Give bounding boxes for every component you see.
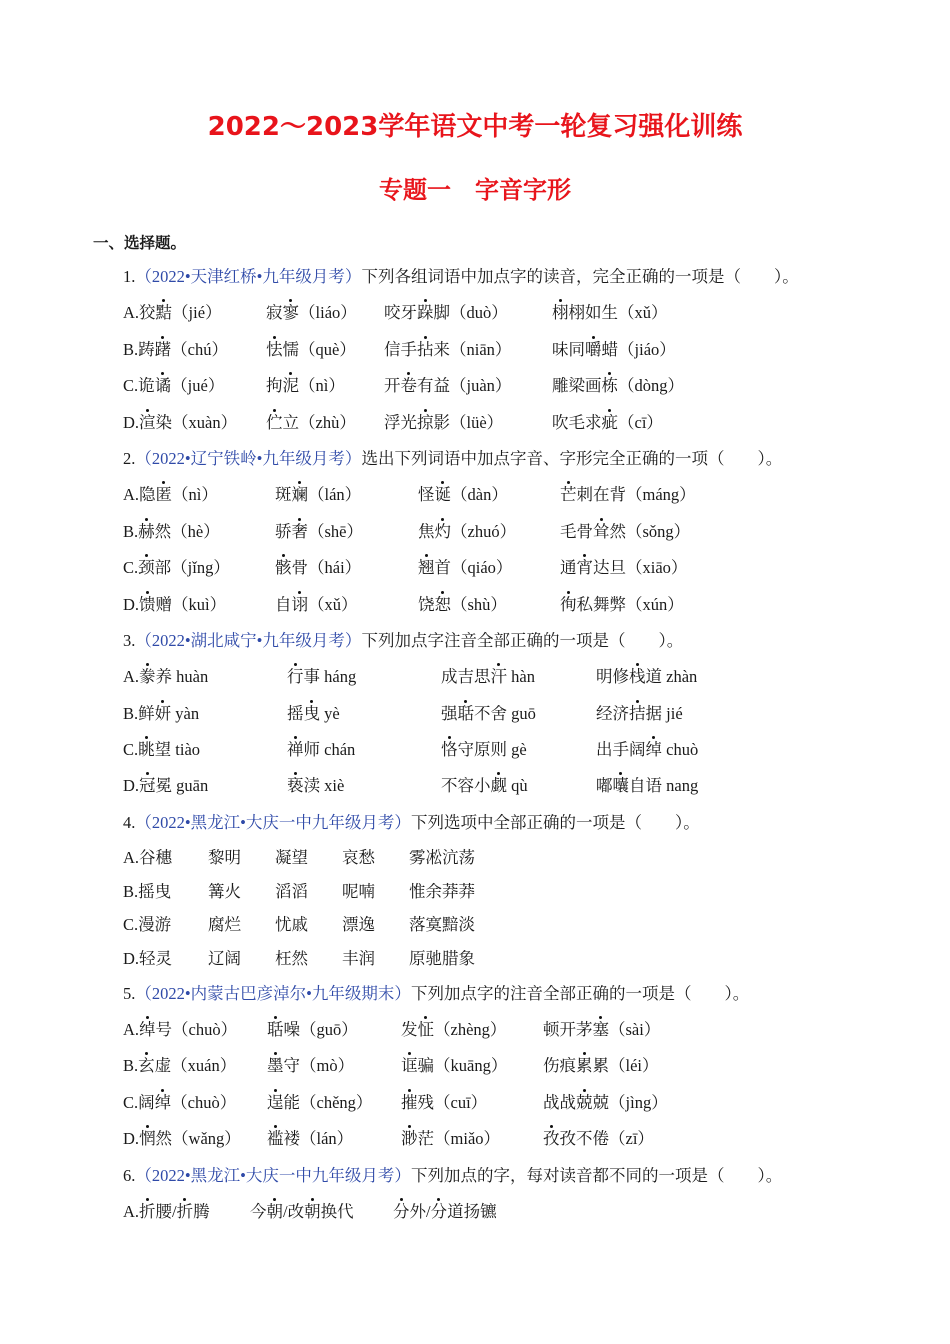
question-stem bbox=[123, 805, 923, 841]
question-stem bbox=[123, 623, 923, 659]
option-item: 今朝/改朝换代 bbox=[250, 1201, 354, 1221]
emphasis-dot-char: 黠 bbox=[155, 303, 173, 323]
option-item: 发怔（zhèng） bbox=[401, 1020, 507, 1040]
emphasis-dot-char: 朝 bbox=[304, 1201, 321, 1221]
option-item: 颈部（jǐng） bbox=[138, 558, 230, 578]
option-c bbox=[123, 550, 923, 586]
option-first bbox=[123, 332, 228, 368]
question-text: 下列加点字的注音全部正确的一项是（ ）。 bbox=[410, 983, 750, 1003]
option-label: A. bbox=[123, 1201, 140, 1221]
option-label: B. bbox=[123, 521, 139, 541]
option-item: 枉然 bbox=[275, 949, 308, 969]
emphasis-dot-char: 怯 bbox=[266, 339, 283, 359]
emphasis-dot-char: 灼 bbox=[434, 521, 451, 541]
option-item: 腐烂 bbox=[208, 915, 241, 935]
option-a bbox=[123, 1012, 923, 1048]
emphasis-dot-char: 聒 bbox=[457, 703, 474, 723]
question-6 bbox=[123, 1158, 923, 1231]
option-label: C. bbox=[123, 915, 139, 935]
option-item: 轻灵 bbox=[139, 949, 173, 969]
emphasis-dot-char: 兢 bbox=[576, 1092, 593, 1112]
option-first bbox=[123, 477, 218, 513]
option-item: 翘首（qiáo） bbox=[418, 558, 513, 578]
option-item: 雕梁画栋（dòng） bbox=[552, 376, 684, 396]
option-first bbox=[123, 587, 226, 623]
emphasis-dot-char: 骸 bbox=[275, 558, 292, 578]
option-first bbox=[123, 1012, 237, 1048]
option-item: 逞能（chěng） bbox=[267, 1092, 373, 1112]
option-item: 辽阔 bbox=[208, 949, 241, 969]
option-item: 惟余莽莽 bbox=[409, 881, 475, 901]
option-item: 味同嚼蜡（jiáo） bbox=[552, 339, 676, 359]
option-item: 诡谲（jué） bbox=[138, 376, 225, 396]
option-item: 渲染（xuàn） bbox=[139, 412, 238, 432]
question-text: 下列各组词语中加点字的读音，完全正确的一项是（ ）。 bbox=[361, 267, 799, 286]
option-b bbox=[123, 332, 923, 368]
option-item: 雾凇沆荡 bbox=[409, 848, 475, 868]
emphasis-dot-char: 朝 bbox=[266, 1201, 283, 1221]
option-label: A. bbox=[123, 1020, 140, 1040]
option-item: 信手拈来（niān） bbox=[384, 339, 512, 359]
option-item: 踌躇（chú） bbox=[138, 339, 228, 359]
emphasis-dot-char: 恕 bbox=[434, 594, 451, 614]
question-5 bbox=[123, 976, 923, 1158]
emphasis-dot-char: 摧 bbox=[401, 1092, 418, 1112]
option-label: B. bbox=[123, 1056, 139, 1076]
emphasis-dot-char: 栩 bbox=[552, 303, 569, 323]
option-label: D. bbox=[123, 412, 140, 432]
option-item: 诓骗（kuāng） bbox=[401, 1056, 508, 1076]
option-first bbox=[123, 732, 200, 768]
option-item: 明修栈道 zhàn bbox=[596, 667, 698, 687]
option-label: D. bbox=[123, 776, 140, 796]
option-item: 通宵达旦（xiāo） bbox=[560, 558, 688, 578]
question-text: 下列选项中全部正确的一项是（ ）。 bbox=[410, 812, 700, 832]
option-item: 玄虚（xuán） bbox=[138, 1056, 237, 1076]
option-item: 惘然（wǎng） bbox=[139, 1129, 241, 1149]
emphasis-dot-char: 曳 bbox=[303, 703, 320, 723]
question-source: （2022•黑龙江•大庆一中九年级月考） bbox=[135, 1165, 411, 1185]
option-item: 芒刺在背（máng） bbox=[560, 485, 696, 505]
emphasis-dot-char: 聒 bbox=[267, 1020, 284, 1040]
option-first bbox=[123, 1121, 241, 1157]
question-text: 选出下列词语中加点字音、字形完全正确的一项（ ）。 bbox=[361, 448, 783, 468]
option-item: 怪诞（dàn） bbox=[418, 485, 508, 505]
option-first bbox=[123, 514, 220, 550]
emphasis-dot-char: 渺 bbox=[401, 1129, 418, 1149]
emphasis-dot-char: 谲 bbox=[154, 376, 172, 396]
question-text: 下列加点的字，每对读音都不同的一项是（ ）。 bbox=[410, 1165, 783, 1185]
option-item: 篝火 bbox=[208, 881, 241, 901]
question-text: 下列加点字注音全部正确的一项是（ ）。 bbox=[361, 630, 684, 650]
option-item: 寂寥（liáo） bbox=[266, 303, 357, 323]
question-source: （2022•黑龙江•大庆一中九年级月考） bbox=[135, 812, 411, 832]
option-a bbox=[123, 841, 923, 875]
option-item: 凝望 bbox=[275, 848, 308, 868]
option-label: A. bbox=[123, 848, 140, 868]
option-item: 渺茫（miǎo） bbox=[401, 1129, 501, 1149]
option-d bbox=[123, 768, 923, 804]
option-item: 怯懦（què） bbox=[266, 339, 356, 359]
option-label: B. bbox=[123, 881, 139, 901]
emphasis-dot-char: 分 bbox=[393, 1201, 410, 1221]
option-item: 原驰腊象 bbox=[409, 949, 475, 969]
option-item: 谷穗 bbox=[139, 848, 173, 868]
emphasis-dot-char: 寥 bbox=[282, 303, 299, 323]
option-item: 焦灼（zhuó） bbox=[418, 521, 517, 541]
emphasis-dot-char: 徇 bbox=[560, 594, 577, 614]
option-item: 顿开茅塞（sài） bbox=[543, 1020, 661, 1040]
emphasis-dot-char: 馈 bbox=[139, 594, 156, 614]
option-first bbox=[123, 875, 171, 909]
option-item: 漂逸 bbox=[342, 915, 375, 935]
option-item: 忧戚 bbox=[275, 915, 308, 935]
question-stem bbox=[123, 441, 923, 477]
emphasis-dot-char: 跺 bbox=[417, 303, 434, 323]
emphasis-dot-char: 芒 bbox=[560, 485, 577, 505]
option-item: 饶恕（shù） bbox=[418, 594, 507, 614]
option-item: 行事 háng bbox=[287, 667, 357, 687]
option-label: C. bbox=[123, 740, 139, 760]
option-item: 漫游 bbox=[138, 915, 172, 935]
option-item: 栩栩如生（xǔ） bbox=[552, 303, 668, 323]
option-label: C. bbox=[123, 376, 139, 396]
emphasis-dot-char: 疵 bbox=[601, 412, 618, 432]
option-item: 豢养 huàn bbox=[139, 667, 209, 687]
option-first bbox=[123, 908, 171, 942]
option-item: 绰号（chuò） bbox=[139, 1020, 238, 1040]
option-item: 鲜妍 yàn bbox=[138, 703, 200, 723]
question-source: （2022•辽宁铁岭•九年级月考） bbox=[135, 448, 362, 468]
option-item: 禅师 chán bbox=[287, 740, 356, 760]
option-item: 徇私舞弊（xún） bbox=[560, 594, 684, 614]
emphasis-dot-char: 赫 bbox=[138, 521, 155, 541]
option-item: 毛骨耸然（sǒng） bbox=[560, 521, 691, 541]
emphasis-dot-char: 禅 bbox=[287, 740, 304, 760]
option-d bbox=[123, 942, 923, 976]
emphasis-dot-char: 渲 bbox=[139, 412, 156, 432]
option-item: 落寞黯淡 bbox=[409, 915, 475, 935]
option-label: D. bbox=[123, 1129, 140, 1149]
option-label: C. bbox=[123, 558, 139, 578]
option-c bbox=[123, 732, 923, 768]
emphasis-dot-char: 诓 bbox=[401, 1056, 418, 1076]
option-item: 呢喃 bbox=[342, 881, 375, 901]
option-a bbox=[123, 659, 923, 695]
option-item: 墨守（mò） bbox=[267, 1056, 355, 1076]
option-item: 阔绰（chuò） bbox=[138, 1092, 237, 1112]
option-first bbox=[123, 1085, 236, 1121]
option-item: 丰润 bbox=[342, 949, 375, 969]
emphasis-dot-char: 奢 bbox=[291, 521, 308, 541]
emphasis-dot-char: 恪 bbox=[441, 740, 458, 760]
option-item: 咬牙跺脚（duò） bbox=[384, 303, 508, 323]
question-list bbox=[123, 259, 923, 1230]
option-item: 赫然（hè） bbox=[138, 521, 220, 541]
emphasis-dot-char: 嚼 bbox=[585, 339, 602, 359]
emphasis-dot-char: 泥 bbox=[282, 376, 299, 396]
emphasis-dot-char: 囔 bbox=[612, 776, 629, 796]
option-a bbox=[123, 295, 923, 331]
option-c bbox=[123, 368, 923, 404]
emphasis-dot-char: 折 bbox=[176, 1201, 194, 1221]
emphasis-dot-char: 分 bbox=[430, 1201, 448, 1221]
option-first bbox=[123, 841, 172, 875]
option-item: 不容小觑 qù bbox=[441, 776, 528, 796]
option-label: B. bbox=[123, 339, 139, 359]
option-d bbox=[123, 587, 923, 623]
question-source: （2022•内蒙古巴彦淖尔•九年级期末） bbox=[135, 983, 411, 1003]
option-label: A. bbox=[123, 303, 140, 323]
emphasis-dot-char: 孜 bbox=[543, 1129, 560, 1149]
option-d bbox=[123, 405, 923, 441]
option-item: 出手阔绰 chuò bbox=[596, 740, 699, 760]
option-item: 滔滔 bbox=[275, 881, 308, 901]
option-label: B. bbox=[123, 703, 139, 723]
emphasis-dot-char: 累 bbox=[576, 1056, 593, 1076]
question-3 bbox=[123, 623, 923, 805]
question-number: 5. bbox=[123, 983, 136, 1003]
question-2 bbox=[123, 441, 923, 623]
option-item: 孜孜不倦（zī） bbox=[543, 1129, 654, 1149]
emphasis-dot-char: 翘 bbox=[418, 558, 435, 578]
option-item: 冠冕 guān bbox=[139, 776, 209, 796]
option-a bbox=[123, 477, 923, 513]
option-first bbox=[123, 550, 230, 586]
emphasis-dot-char: 拈 bbox=[417, 339, 434, 359]
question-number: 1. bbox=[123, 267, 136, 286]
emphasis-dot-char: 绰 bbox=[139, 1020, 156, 1040]
option-label: A. bbox=[123, 667, 140, 687]
option-label: C. bbox=[123, 1092, 139, 1112]
emphasis-dot-char: 诞 bbox=[434, 485, 451, 505]
emphasis-dot-char: 惘 bbox=[139, 1129, 156, 1149]
emphasis-dot-char: 豢 bbox=[139, 667, 156, 687]
option-first bbox=[123, 659, 208, 695]
emphasis-dot-char: 玄 bbox=[138, 1056, 155, 1076]
option-first bbox=[123, 942, 172, 976]
option-item: 开卷有益（juàn） bbox=[384, 376, 512, 396]
option-item: 斑斓（lán） bbox=[275, 485, 362, 505]
emphasis-dot-char: 躇 bbox=[154, 339, 172, 359]
option-item: 吹毛求疵（cī） bbox=[552, 412, 663, 432]
option-item: 折腰/折腾 bbox=[139, 1201, 210, 1221]
question-number: 4. bbox=[123, 812, 136, 832]
emphasis-dot-char: 妍 bbox=[154, 703, 172, 723]
option-first bbox=[123, 696, 199, 732]
option-a bbox=[123, 1194, 923, 1230]
page-subtitle: 专题一 字音字形 bbox=[379, 176, 571, 204]
emphasis-dot-char: 伫 bbox=[266, 412, 283, 432]
question-number: 6. bbox=[123, 1165, 136, 1185]
option-first bbox=[123, 768, 208, 804]
option-item: 摇曳 yè bbox=[287, 703, 340, 723]
emphasis-dot-char: 拮 bbox=[629, 703, 646, 723]
question-number: 2. bbox=[123, 448, 136, 468]
option-item: 恪守原则 gè bbox=[441, 740, 527, 760]
option-item: 隐匿（nì） bbox=[139, 485, 218, 505]
emphasis-dot-char: 卷 bbox=[400, 376, 417, 396]
question-1 bbox=[123, 259, 923, 441]
option-label: A. bbox=[123, 485, 140, 505]
page-title: 2022～2023学年语文中考一轮复习强化训练 bbox=[207, 112, 743, 142]
option-item: 骄奢（shē） bbox=[275, 521, 363, 541]
option-item: 战战兢兢（jìng） bbox=[543, 1092, 668, 1112]
option-item: 哀愁 bbox=[342, 848, 375, 868]
emphasis-dot-char: 折 bbox=[139, 1201, 156, 1221]
emphasis-dot-char: 宵 bbox=[576, 558, 593, 578]
option-item: 狡黠（jié） bbox=[139, 303, 222, 323]
emphasis-dot-char: 绰 bbox=[154, 1092, 172, 1112]
option-item: 骸骨（hái） bbox=[275, 558, 362, 578]
option-item: 褴褛（lán） bbox=[267, 1129, 354, 1149]
emphasis-dot-char: 绰 bbox=[645, 740, 662, 760]
emphasis-dot-char: 耸 bbox=[593, 521, 610, 541]
option-item: 浮光掠影（lüè） bbox=[384, 412, 504, 432]
option-first bbox=[123, 1048, 236, 1084]
emphasis-dot-char: 塞 bbox=[592, 1020, 609, 1040]
option-first bbox=[123, 295, 222, 331]
emphasis-dot-char: 逞 bbox=[267, 1092, 284, 1112]
option-item: 伫立（zhù） bbox=[266, 412, 356, 432]
emphasis-dot-char: 觑 bbox=[490, 776, 507, 796]
question-stem bbox=[123, 259, 923, 295]
option-item: 聒噪（guō） bbox=[267, 1020, 358, 1040]
option-first bbox=[123, 405, 237, 441]
emphasis-dot-char: 褴 bbox=[267, 1129, 284, 1149]
option-c bbox=[123, 908, 923, 942]
option-item: 自诩（xǔ） bbox=[275, 594, 358, 614]
emphasis-dot-char: 冠 bbox=[139, 776, 156, 796]
option-first bbox=[123, 1194, 210, 1230]
option-c bbox=[123, 1085, 923, 1121]
option-item: 成吉思汗 hàn bbox=[441, 667, 535, 687]
option-b bbox=[123, 514, 923, 550]
question-number: 3. bbox=[123, 630, 136, 650]
option-label: D. bbox=[123, 594, 140, 614]
emphasis-dot-char: 颈 bbox=[138, 558, 155, 578]
option-item: 馈赠（kuì） bbox=[139, 594, 227, 614]
question-stem bbox=[123, 976, 923, 1012]
option-item: 拘泥（nì） bbox=[266, 376, 345, 396]
emphasis-dot-char: 掠 bbox=[417, 412, 434, 432]
option-b bbox=[123, 696, 923, 732]
option-item: 嘟囔自语 nang bbox=[596, 776, 699, 796]
emphasis-dot-char: 行 bbox=[287, 667, 304, 687]
emphasis-dot-char: 斓 bbox=[291, 485, 308, 505]
emphasis-dot-char: 眺 bbox=[138, 740, 155, 760]
emphasis-dot-char: 汗 bbox=[490, 667, 507, 687]
option-b bbox=[123, 1048, 923, 1084]
emphasis-dot-char: 栋 bbox=[601, 376, 618, 396]
option-item: 分外/分道扬镳 bbox=[393, 1201, 497, 1221]
emphasis-dot-char: 诩 bbox=[291, 594, 308, 614]
option-item: 黎明 bbox=[208, 848, 241, 868]
option-first bbox=[123, 368, 224, 404]
emphasis-dot-char: 怔 bbox=[417, 1020, 434, 1040]
emphasis-dot-char: 匿 bbox=[155, 485, 173, 505]
option-item: 摇曳 bbox=[138, 881, 172, 901]
option-item: 经济拮据 jié bbox=[596, 703, 683, 723]
question-stem bbox=[123, 1158, 923, 1194]
option-d bbox=[123, 1121, 923, 1157]
option-item: 眺望 tiào bbox=[138, 740, 201, 760]
question-4 bbox=[123, 805, 923, 976]
section-heading: 一、选择题。 bbox=[93, 234, 187, 252]
option-item: 摧残（cuī） bbox=[401, 1092, 488, 1112]
option-item: 强聒不舍 guō bbox=[441, 703, 536, 723]
question-source: （2022•天津红桥•九年级月考） bbox=[135, 267, 362, 286]
question-source: （2022•湖北咸宁•九年级月考） bbox=[135, 630, 362, 650]
emphasis-dot-char: 亵 bbox=[287, 776, 304, 796]
emphasis-dot-char: 墨 bbox=[267, 1056, 284, 1076]
option-item: 伤痕累累（léi） bbox=[543, 1056, 659, 1076]
option-label: D. bbox=[123, 949, 140, 969]
option-item: 亵渎 xiè bbox=[287, 776, 345, 796]
emphasis-dot-char: 栈 bbox=[629, 667, 646, 687]
option-b bbox=[123, 875, 923, 909]
